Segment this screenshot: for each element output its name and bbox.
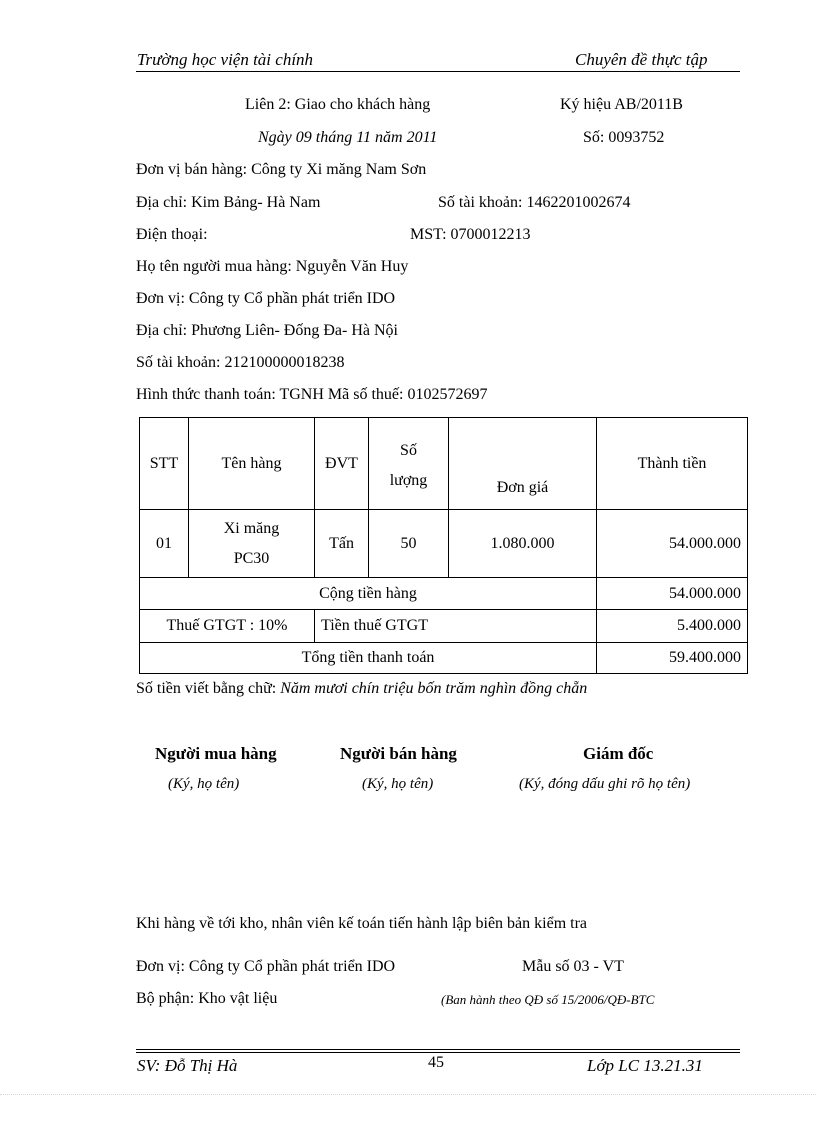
row-name [189,510,315,578]
table-row [140,510,748,578]
row-qty: 50 [369,510,449,578]
signature-director-title: Giám đốc [583,744,654,763]
vat-row [140,610,748,643]
footer-rule-top [136,1049,740,1050]
seller-tax-code: MST: 0700012213 [410,226,531,243]
page-edge-divider [0,1094,816,1095]
row-name-line2: PC30 [233,549,270,567]
signature-seller-title: Người bán hàng [340,744,457,763]
invoice-date: Ngày 09 tháng 11 năm 2011 [258,129,438,146]
subtotal-label: Cộng tiền hàng [140,578,597,610]
form-number: Mẫu số 03 - VT [522,958,624,975]
header-title: Chuyên đề thực tập [575,50,708,69]
invoice-copy-label: Liên 2: Giao cho khách hàng [245,96,431,113]
col-header-unit: ĐVT [315,418,369,510]
buyer-unit: Đơn vị: Công ty Cổ phần phát triển IDO [136,290,396,307]
footer-class: Lớp LC 13.21.31 [587,1056,703,1075]
footer-student: SV: Đỗ Thị Hà [137,1056,238,1075]
col-header-price: Đơn giá [449,418,597,510]
decision-note: (Ban hành theo QĐ số 15/2006/QĐ-BTC [441,992,655,1007]
col-header-qty-line1: Số [400,441,417,459]
row-name-line1: Xi măng [223,519,280,537]
vat-value: 5.400.000 [597,610,748,643]
amount-in-words-value: Năm mươi chín triệu bốn trăm nghìn đồng chẵn [280,680,588,697]
total-row [140,643,748,674]
subtotal-row [140,578,748,610]
buyer-name: Họ tên người mua hàng: Nguyễn Văn Huy [136,258,409,275]
total-value: 59.400.000 [597,643,748,674]
seller-address: Địa chỉ: Kim Bảng- Hà Nam [136,194,321,211]
col-header-qty [369,418,449,510]
col-header-name: Tên hàng [189,418,315,510]
buyer-payment: Hình thức thanh toán: TGNH Mã số thuế: 0102572697 [136,386,488,403]
signature-buyer-note: (Ký, họ tên) [168,776,240,792]
inspection-unit: Đơn vị: Công ty Cổ phần phát triển IDO [136,958,396,975]
footer-rule-bottom [136,1052,740,1053]
seller-account: Số tài khoản: 1462201002674 [438,194,631,211]
buyer-address: Địa chỉ: Phương Liên- Đống Đa- Hà Nội [136,322,398,339]
col-header-stt: STT [140,418,189,510]
department: Bộ phận: Kho vật liệu [136,990,278,1007]
amount-in-words [136,680,587,698]
row-unit: Tấn [315,510,369,578]
header-school: Trường học viện tài chính [137,50,314,69]
total-label: Tổng tiền thanh toán [140,643,597,674]
invoice-table [139,417,748,674]
table-header-row [140,418,748,510]
invoice-symbol: Ký hiệu AB/2011B [560,96,683,113]
seller-phone: Điện thoại: [136,226,208,243]
subtotal-value: 54.000.000 [597,578,748,610]
row-price: 1.080.000 [449,510,597,578]
vat-rate: Thuế GTGT : 10% [140,610,315,643]
amount-in-words-label: Số tiền viết bằng chữ: [136,680,281,697]
vat-label: Tiền thuế GTGT [315,610,597,643]
footer-page-number: 45 [428,1054,444,1071]
signature-buyer-title: Người mua hàng [155,744,277,763]
row-amount: 54.000.000 [597,510,748,578]
row-stt: 01 [140,510,189,578]
signature-seller-note: (Ký, họ tên) [362,776,434,792]
seller-unit: Đơn vị bán hàng: Công ty Xi măng Nam Sơn [136,161,427,178]
col-header-qty-line2: lượng [389,471,428,489]
signature-director-note: (Ký, đóng dấu ghi rõ họ tên) [519,776,691,792]
invoice-number: Số: 0093752 [583,129,665,146]
intro-text: Khi hàng về tới kho, nhân viên kế toán tiến hành lập biên bản kiểm tra [136,915,588,932]
header-rule [136,71,740,72]
buyer-account: Số tài khoản: 212100000018238 [136,354,345,371]
col-header-amount: Thành tiền [597,418,748,510]
